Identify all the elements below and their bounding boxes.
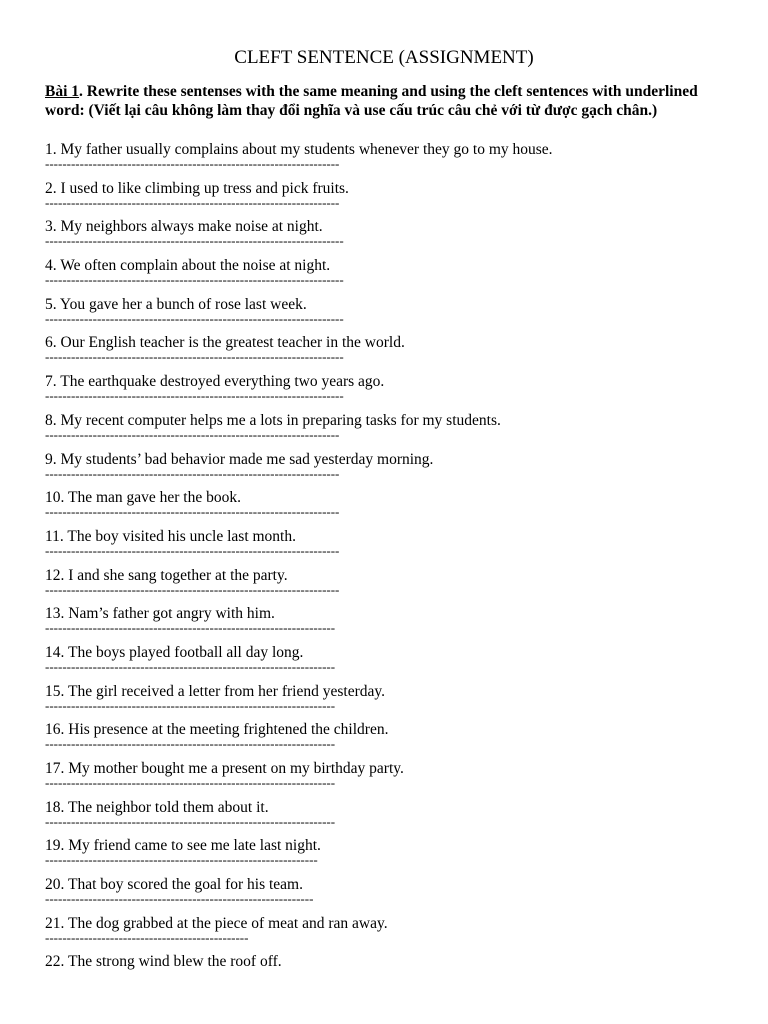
answer-line: -------------------------------------------------------------------- (45, 468, 340, 479)
exercise-item (45, 836, 735, 875)
answer-line: ------------------------------------------------------------------- (45, 661, 336, 672)
answer-line: --------------------------------------------------------------------- (45, 313, 344, 324)
answer-line: ----------------------------------------------- (45, 932, 249, 943)
exercise-item (45, 372, 735, 411)
exercise-sentence: 13. Nam’s father got angry with him. (45, 605, 275, 623)
exercise-sentence: 8. My recent computer helps me a lots in preparing tasks for my students. (45, 411, 501, 429)
exercise-item (45, 179, 735, 218)
exercise-item (45, 875, 735, 914)
exercise-item (45, 333, 735, 372)
exercise-sentence: 3. My neighbors always make noise at night. (45, 218, 323, 236)
exercise-item (45, 643, 735, 682)
answer-line: -------------------------------------------------------------------- (45, 507, 340, 518)
answer-line: --------------------------------------------------------------------- (45, 391, 344, 402)
exercise-sentence: 11. The boy visited his uncle last month. (45, 527, 296, 545)
answer-line: ------------------------------------------------------------------- (45, 623, 336, 634)
exercise-sentence: 7. The earthquake destroyed everything two years ago. (45, 373, 385, 391)
exercise-item (45, 450, 735, 489)
exercise-sentence: 22. The strong wind blew the roof off. (45, 953, 282, 971)
exercise-sentence: 18. The neighbor told them about it. (45, 798, 269, 816)
answer-line: --------------------------------------------------------------------- (45, 352, 344, 363)
exercise-sentence: 6. Our English teacher is the greatest teacher in the world. (45, 334, 405, 352)
exercise-item (45, 217, 735, 256)
exercise-list (45, 140, 735, 991)
exercise-item (45, 488, 735, 527)
exercise-sentence: 21. The dog grabbed at the piece of meat and ran away. (45, 914, 388, 932)
answer-line: ------------------------------------------------------------------- (45, 778, 336, 788)
exercise-sentence: 4. We often complain about the noise at night. (45, 257, 331, 275)
exercise-item (45, 914, 735, 953)
exercise-sentence: 1. My father usually complains about my students whenever they go to my house. (45, 141, 553, 158)
answer-line: ------------------------------------------------------------------- (45, 700, 336, 711)
exercise-item (45, 798, 735, 837)
exercise-item (45, 256, 735, 295)
exercise-item (45, 759, 735, 798)
exercise-instructions-text: . Rewrite these sentenses with the same meaning and using the cleft sentences with underlined word: (Viết lại câu không làm thay đổi nghĩa và use cấu trúc câu chẻ với từ được gạch chân.) (45, 83, 698, 119)
exercise-item (45, 952, 735, 991)
answer-line: -------------------------------------------------------------------- (45, 584, 340, 595)
page-title: CLEFT SENTENCE (ASSIGNMENT) (234, 47, 534, 68)
exercise-sentence: 14. The boys played football all day long. (45, 643, 304, 661)
exercise-item (45, 411, 735, 450)
exercise-instructions (45, 82, 705, 120)
exercise-sentence: 19. My friend came to see me late last night. (45, 837, 321, 855)
exercise-item (45, 604, 735, 643)
answer-line: --------------------------------------------------------------- (45, 855, 318, 866)
exercise-item (45, 566, 735, 605)
exercise-item (45, 720, 735, 759)
answer-line: -------------------------------------------------------------------- (45, 429, 340, 440)
exercise-sentence: 2. I used to like climbing up tress and pick fruits. (45, 179, 349, 197)
answer-line: --------------------------------------------------------------------- (45, 275, 344, 286)
answer-line: ------------------------------------------------------------------- (45, 739, 336, 750)
answer-line: -------------------------------------------------------------------- (45, 545, 340, 556)
exercise-item (45, 295, 735, 334)
exercise-item (45, 682, 735, 721)
exercise-sentence: 9. My students’ bad behavior made me sad yesterday morning. (45, 450, 434, 468)
answer-line: ------------------------------------------------------------------- (45, 816, 336, 827)
exercise-sentence: 12. I and she sang together at the party. (45, 566, 288, 584)
exercise-sentence: 5. You gave her a bunch of rose last week. (45, 295, 307, 313)
exercise-label: Bài 1 (45, 83, 80, 100)
exercise-sentence: 20. That boy scored the goal for his team. (45, 876, 303, 894)
exercise-sentence: 17. My mother bought me a present on my birthday party. (45, 760, 404, 777)
exercise-sentence: 10. The man gave her the book. (45, 489, 241, 507)
answer-line: -------------------------------------------------------------------- (45, 197, 340, 208)
exercise-sentence: 15. The girl received a letter from her friend yesterday. (45, 682, 385, 700)
exercise-item (45, 527, 735, 566)
exercise-item (45, 140, 735, 179)
answer-line: --------------------------------------------------------------------- (45, 236, 344, 247)
answer-line: -------------------------------------------------------------------- (45, 159, 340, 169)
exercise-sentence: 16. His presence at the meeting frightened the children. (45, 721, 389, 739)
answer-line: -------------------------------------------------------------- (45, 894, 314, 905)
